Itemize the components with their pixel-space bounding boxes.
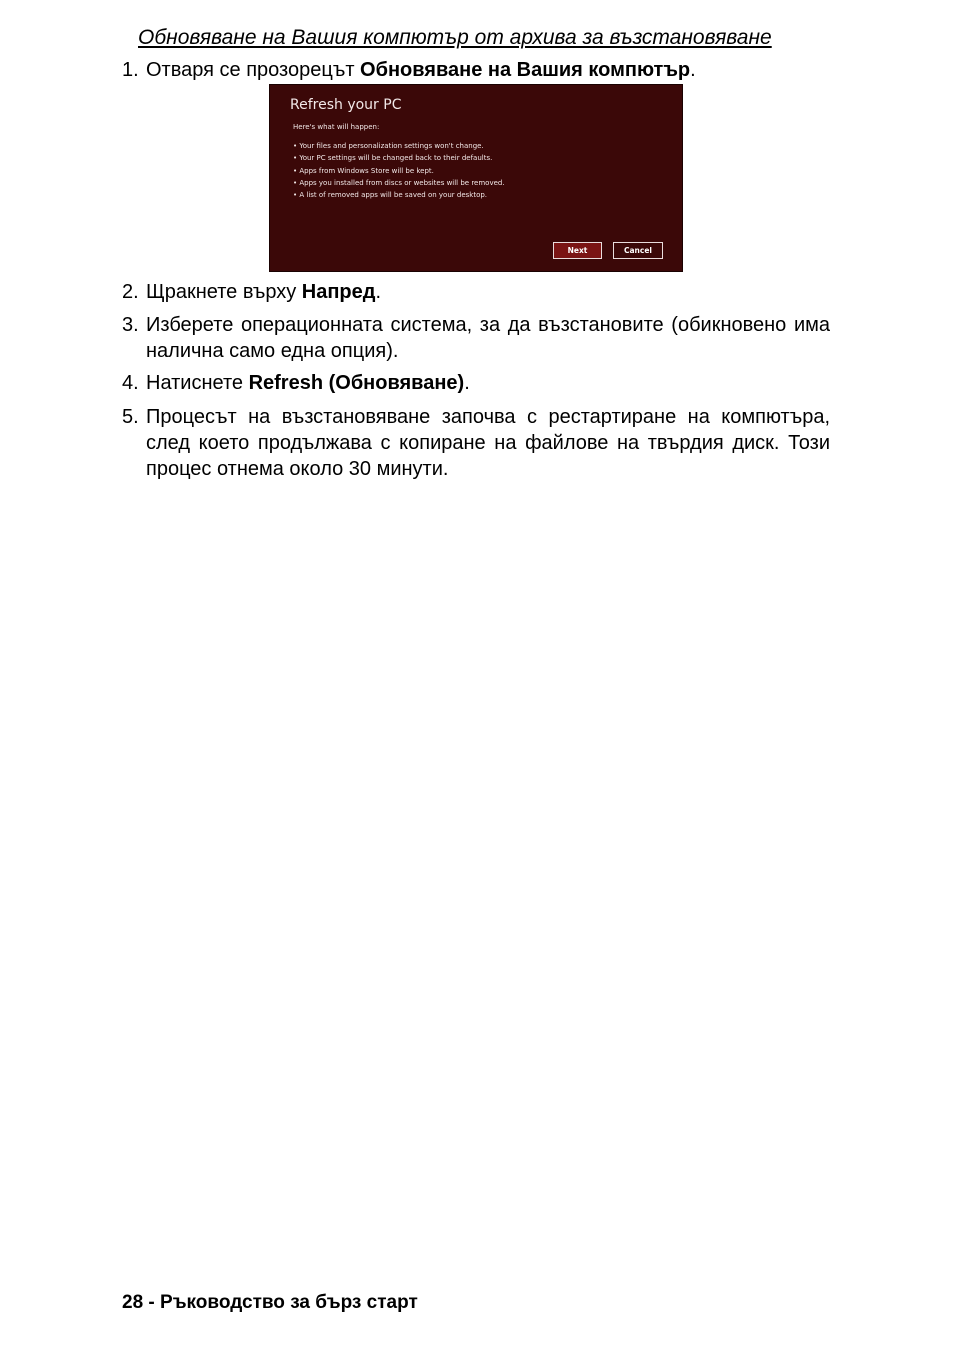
step-text-bold: Обновяване на Вашия компютър xyxy=(360,59,691,81)
dialog-subtitle: Here's what will happen: xyxy=(293,123,380,131)
refresh-pc-dialog xyxy=(269,84,683,272)
section-heading: Обновяване на Вашия компютър от архива за възстановяване xyxy=(138,26,772,49)
step-text: Процесът на възстановяване започва с рестартиране на компютъра, след което продължава с копиране на файлове на твърдия диск. Този процес отнема около 30 минути. xyxy=(146,406,830,480)
step-text-plain: Щракнете върху xyxy=(146,281,302,303)
next-button[interactable]: Next xyxy=(553,242,602,259)
step-text-end: . xyxy=(464,372,470,394)
step-number: 3. xyxy=(122,314,139,336)
step-text xyxy=(146,279,830,305)
dialog-bullet: • Apps from Windows Store will be kept. xyxy=(293,165,505,177)
dialog-bullet-list xyxy=(293,140,505,201)
step-number: 4. xyxy=(122,372,139,394)
step-text xyxy=(146,57,830,83)
step-text-bold: Напред xyxy=(301,281,376,303)
step-number: 5. xyxy=(122,406,139,428)
step-4 xyxy=(122,370,830,396)
dialog-title: Refresh your PC xyxy=(290,97,402,113)
step-text-bold: Refresh (Обновяване) xyxy=(248,372,465,394)
step-text-end: . xyxy=(375,281,382,303)
step-text xyxy=(146,370,830,396)
dialog-bullet: • A list of removed apps will be saved on your desktop. xyxy=(293,189,505,201)
step-text-end: . xyxy=(690,59,696,81)
step-text-plain: Отваря се прозорецът xyxy=(146,59,361,81)
page-footer: 28 - Ръководство за бърз старт xyxy=(122,1292,418,1313)
step-1 xyxy=(122,57,830,83)
step-2 xyxy=(122,279,830,305)
dialog-bullet: • Apps you installed from discs or websites will be removed. xyxy=(293,177,505,189)
step-3 xyxy=(122,312,830,364)
step-text: Изберете операционната система, за да възстановите (обикновено има налична само една опция). xyxy=(146,314,830,362)
step-number: 1. xyxy=(122,59,139,81)
step-text-plain: Натиснете xyxy=(146,372,249,394)
cancel-button[interactable]: Cancel xyxy=(613,242,663,259)
dialog-bullet: • Your files and personalization settings won't change. xyxy=(293,140,505,152)
step-number: 2. xyxy=(122,281,139,303)
dialog-bullet: • Your PC settings will be changed back to their defaults. xyxy=(293,152,505,164)
step-5 xyxy=(122,404,830,482)
